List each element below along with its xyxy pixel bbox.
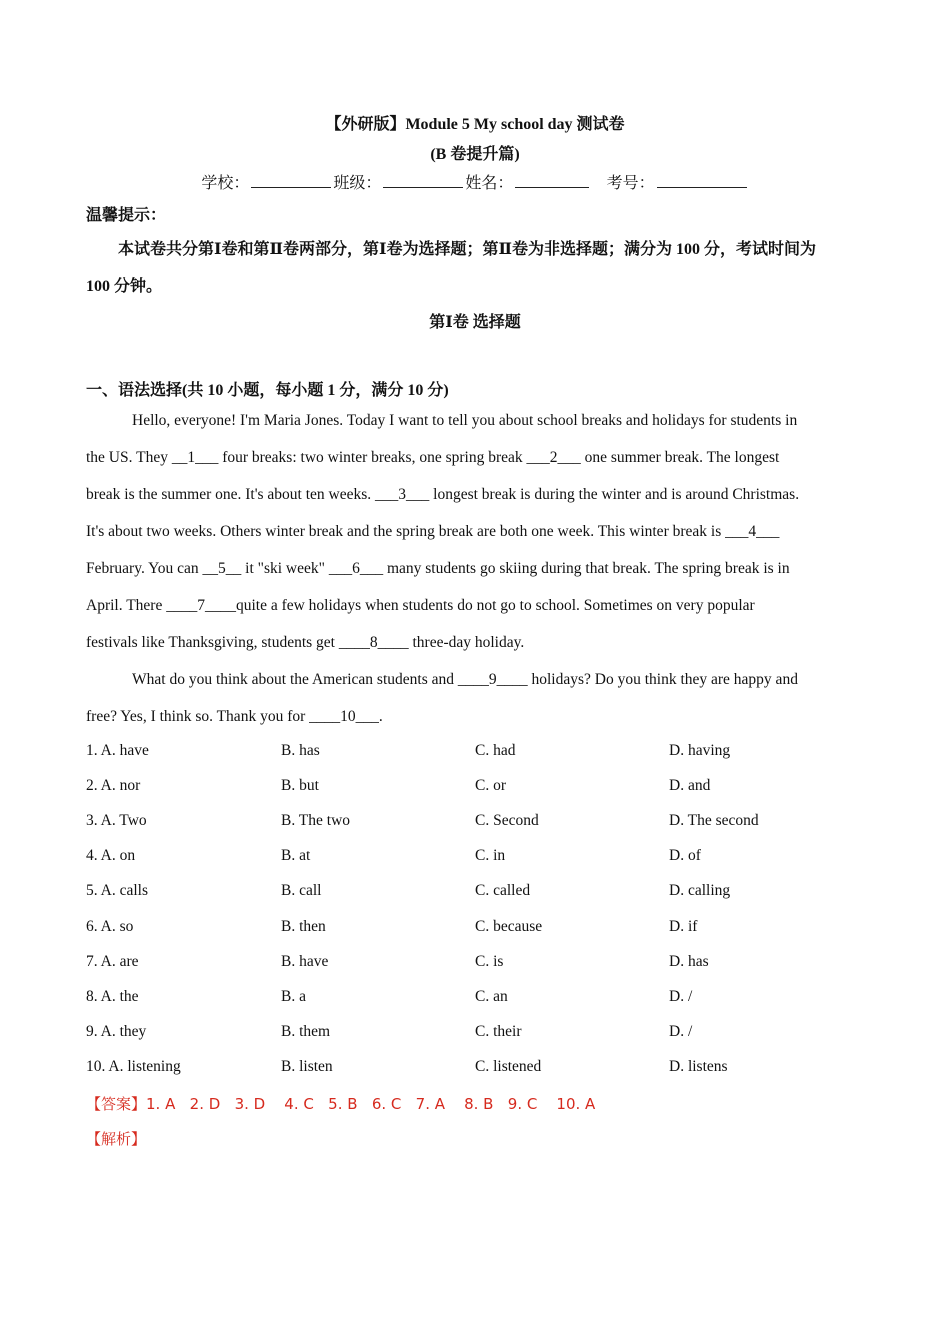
option-a: 6. A. so bbox=[86, 917, 134, 935]
passage-line: February. You can __5__ it "ski week" ___6___ many students go skiing during that break. The spring break is in bbox=[86, 560, 790, 577]
option-d: D. if bbox=[669, 917, 698, 935]
student-info-line bbox=[0, 170, 950, 193]
option-c: C. is bbox=[475, 952, 504, 970]
section1-heading: 一、语法选择(共 10 小题，每小题 1 分，满分 10 分) bbox=[86, 382, 449, 399]
option-c: C. their bbox=[475, 1022, 522, 1040]
class-blank bbox=[383, 173, 463, 188]
answer-values: 1. A 2. D 3. D 4. C 5. B 6. C 7. A 8. B 9. C 10. A bbox=[146, 1095, 596, 1113]
option-a: 8. A. the bbox=[86, 987, 139, 1005]
option-d: D. of bbox=[669, 847, 701, 865]
option-a: 3. A. Two bbox=[86, 812, 147, 830]
question-row bbox=[86, 988, 866, 1023]
exam-subtitle: (B 卷提升篇) bbox=[430, 146, 520, 163]
passage-line: April. There ____7____quite a few holidays when students do not go to school. Sometimes on very popular bbox=[86, 597, 755, 614]
question-row bbox=[86, 777, 866, 812]
name-blank bbox=[515, 173, 589, 188]
question-row bbox=[86, 847, 866, 882]
part1-title: 第Ⅰ卷 选择题 bbox=[429, 314, 521, 331]
passage-paragraph-2 bbox=[86, 661, 866, 735]
option-b: B. then bbox=[281, 917, 326, 935]
exam-title: 【外研版】Module 5 My school day 测试卷 bbox=[325, 116, 625, 133]
passage-line: What do you think about the American students and ____9____ holidays? Do you think they are happy and bbox=[132, 671, 798, 688]
option-a: 4. A. on bbox=[86, 847, 136, 865]
option-a: 7. A. are bbox=[86, 952, 139, 970]
option-a: 1. A. have bbox=[86, 742, 149, 759]
tips-heading: 温馨提示： bbox=[86, 207, 167, 224]
option-d: D. listens bbox=[669, 1057, 728, 1075]
passage-paragraph-1 bbox=[86, 402, 866, 661]
option-d: D. having bbox=[669, 742, 731, 759]
passage-line: Hello, everyone! I'm Maria Jones. Today I want to tell you about school breaks and holidays for students in bbox=[132, 412, 798, 429]
answer-label: 【答案】 bbox=[86, 1095, 147, 1113]
option-b: B. a bbox=[281, 987, 306, 1005]
option-a: 10. A. listening bbox=[86, 1057, 181, 1075]
option-a: 2. A. nor bbox=[86, 777, 141, 795]
option-a: 9. A. they bbox=[86, 1022, 147, 1040]
tips-line-2: 100 分钟。 bbox=[86, 278, 163, 295]
option-c: C. an bbox=[475, 987, 508, 1005]
option-c: C. because bbox=[475, 917, 543, 935]
analysis-label: 【解析】 bbox=[86, 1130, 147, 1148]
option-b: B. has bbox=[281, 742, 320, 759]
number-blank bbox=[657, 173, 747, 188]
option-b: B. have bbox=[281, 952, 329, 970]
option-a: 5. A. calls bbox=[86, 882, 148, 900]
option-b: B. The two bbox=[281, 812, 351, 830]
passage-line: the US. They __1___ four breaks: two winter breaks, one spring break ___2___ one summer break. The longest bbox=[86, 449, 780, 466]
question-row bbox=[86, 1023, 866, 1058]
passage-line: It's about two weeks. Others winter break and the spring break are both one week. This winter break is ___4___ bbox=[86, 523, 780, 540]
option-d: D. and bbox=[669, 777, 711, 795]
option-c: C. Second bbox=[475, 812, 539, 830]
name-label: 姓名： bbox=[465, 173, 514, 192]
option-b: B. call bbox=[281, 882, 322, 900]
question-row bbox=[86, 953, 866, 988]
option-c: C. had bbox=[475, 742, 516, 759]
option-b: B. at bbox=[281, 847, 311, 865]
passage-line: break is the summer one. It's about ten weeks. ___3___ longest break is during the winter and is around Christmas. bbox=[86, 486, 800, 503]
number-label: 考号： bbox=[606, 173, 655, 192]
question-row bbox=[86, 812, 866, 847]
option-d: D. has bbox=[669, 952, 709, 970]
school-label: 学校： bbox=[201, 173, 250, 192]
class-label: 班级： bbox=[333, 173, 382, 192]
option-c: C. listened bbox=[475, 1057, 542, 1075]
school-blank bbox=[251, 173, 331, 188]
passage-line: free? Yes, I think so. Thank you for ____10___. bbox=[86, 708, 383, 725]
option-c: C. called bbox=[475, 882, 531, 900]
option-b: B. them bbox=[281, 1022, 331, 1040]
question-row bbox=[86, 742, 866, 777]
tips-line-1: 本试卷共分第Ⅰ卷和第Ⅱ卷两部分，第Ⅰ卷为选择题；第Ⅱ卷为非选择题；满分为 100 分，考试时间为 bbox=[118, 241, 816, 258]
option-c: C. or bbox=[475, 777, 506, 795]
question-row bbox=[86, 918, 866, 953]
option-b: B. but bbox=[281, 777, 319, 795]
option-b: B. listen bbox=[281, 1057, 333, 1075]
option-d: D. / bbox=[669, 1022, 693, 1040]
question-row bbox=[86, 1058, 866, 1093]
option-d: D. / bbox=[669, 987, 693, 1005]
passage-line: festivals like Thanksgiving, students get ____8____ three-day holiday. bbox=[86, 634, 525, 651]
answer-line bbox=[86, 1093, 595, 1114]
question-row bbox=[86, 882, 866, 917]
option-d: D. The second bbox=[669, 812, 759, 830]
option-d: D. calling bbox=[669, 882, 731, 900]
option-c: C. in bbox=[475, 847, 506, 865]
